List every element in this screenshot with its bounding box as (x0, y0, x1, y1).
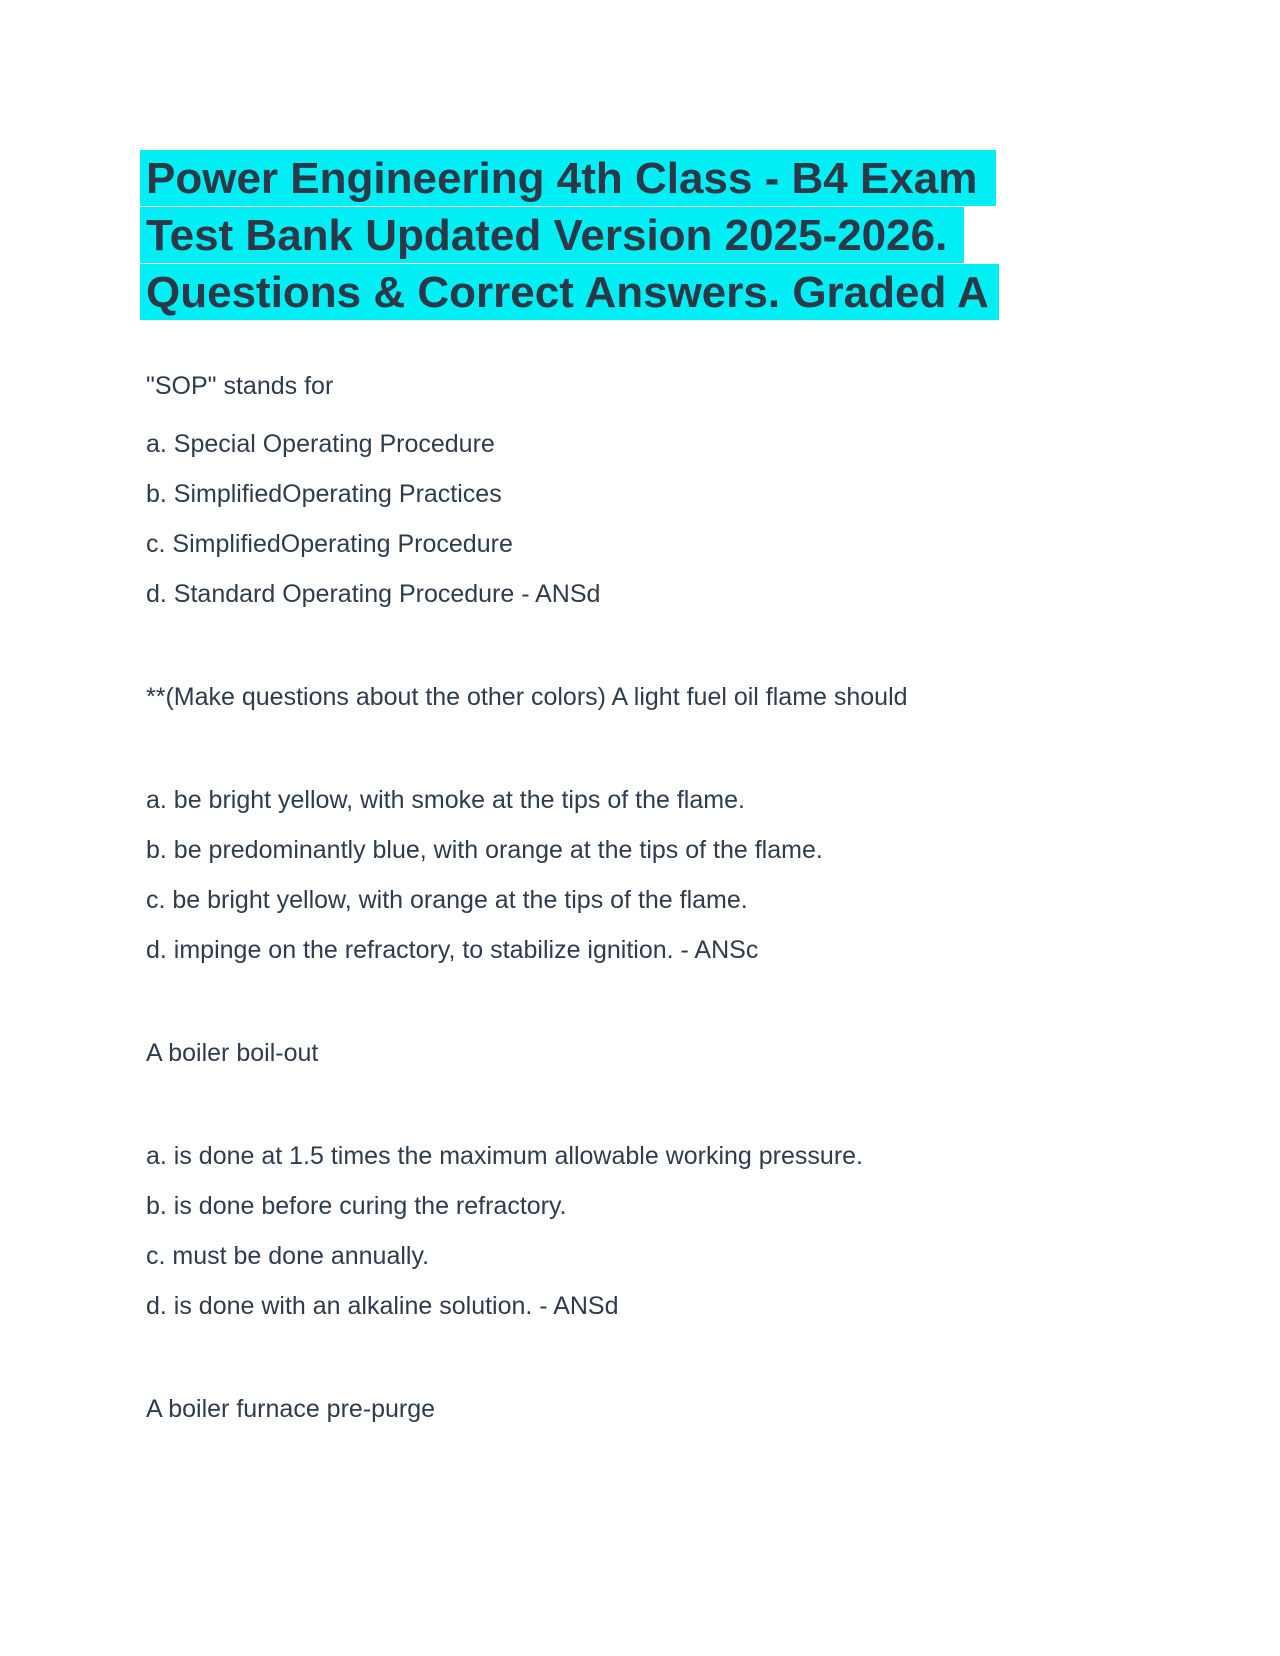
title-highlight-3: Questions & Correct Answers. Graded A (140, 264, 999, 320)
question-1-option-c: c. SimplifiedOperating Procedure (146, 530, 513, 558)
title-line-3 (140, 264, 1160, 320)
question-block-1 (146, 361, 1160, 619)
question-3-option-b: b. is done before curing the refractory. (146, 1192, 567, 1220)
question-4-prompt: A boiler furnace pre-purge (146, 1395, 436, 1423)
blank-line (146, 975, 1160, 1028)
title-highlight-2: Test Bank Updated Version 2025-2026. (140, 207, 964, 263)
blank-line (146, 619, 1160, 672)
question-3-option-a: a. is done at 1.5 times the maximum allowable working pressure. (146, 1142, 863, 1170)
title-line-1 (140, 150, 1160, 206)
title-highlight-1: Power Engineering 4th Class - B4 Exam (140, 150, 996, 206)
blank-line (146, 1331, 1160, 1384)
question-3-option-c: c. must be done annually. (146, 1242, 430, 1270)
blank-line (146, 722, 1160, 775)
title-line-2 (140, 207, 1160, 263)
question-2-option-c: c. be bright yellow, with orange at the tips of the flame. (146, 886, 748, 914)
question-3-option-d: d. is done with an alkaline solution. - ANSd (146, 1292, 619, 1320)
question-block-2 (146, 672, 1160, 975)
blank-line (146, 1078, 1160, 1131)
question-2-option-a: a. be bright yellow, with smoke at the tips of the flame. (146, 786, 745, 814)
question-2-option-d: d. impinge on the refractory, to stabilize ignition. - ANSc (146, 936, 759, 964)
document-title (140, 150, 1160, 320)
question-1-prompt: "SOP" stands for (146, 372, 334, 400)
question-1-option-d: d. Standard Operating Procedure - ANSd (146, 580, 601, 608)
question-1-option-a: a. Special Operating Procedure (146, 430, 495, 458)
question-2-option-b: b. be predominantly blue, with orange at the tips of the flame. (146, 836, 823, 864)
question-block-3 (146, 1028, 1160, 1331)
question-block-4 (146, 1384, 1160, 1434)
question-3-prompt: A boiler boil-out (146, 1039, 319, 1067)
question-2-prompt: **(Make questions about the other colors) A light fuel oil flame should (146, 683, 908, 711)
question-1-option-b: b. SimplifiedOperating Practices (146, 480, 502, 508)
